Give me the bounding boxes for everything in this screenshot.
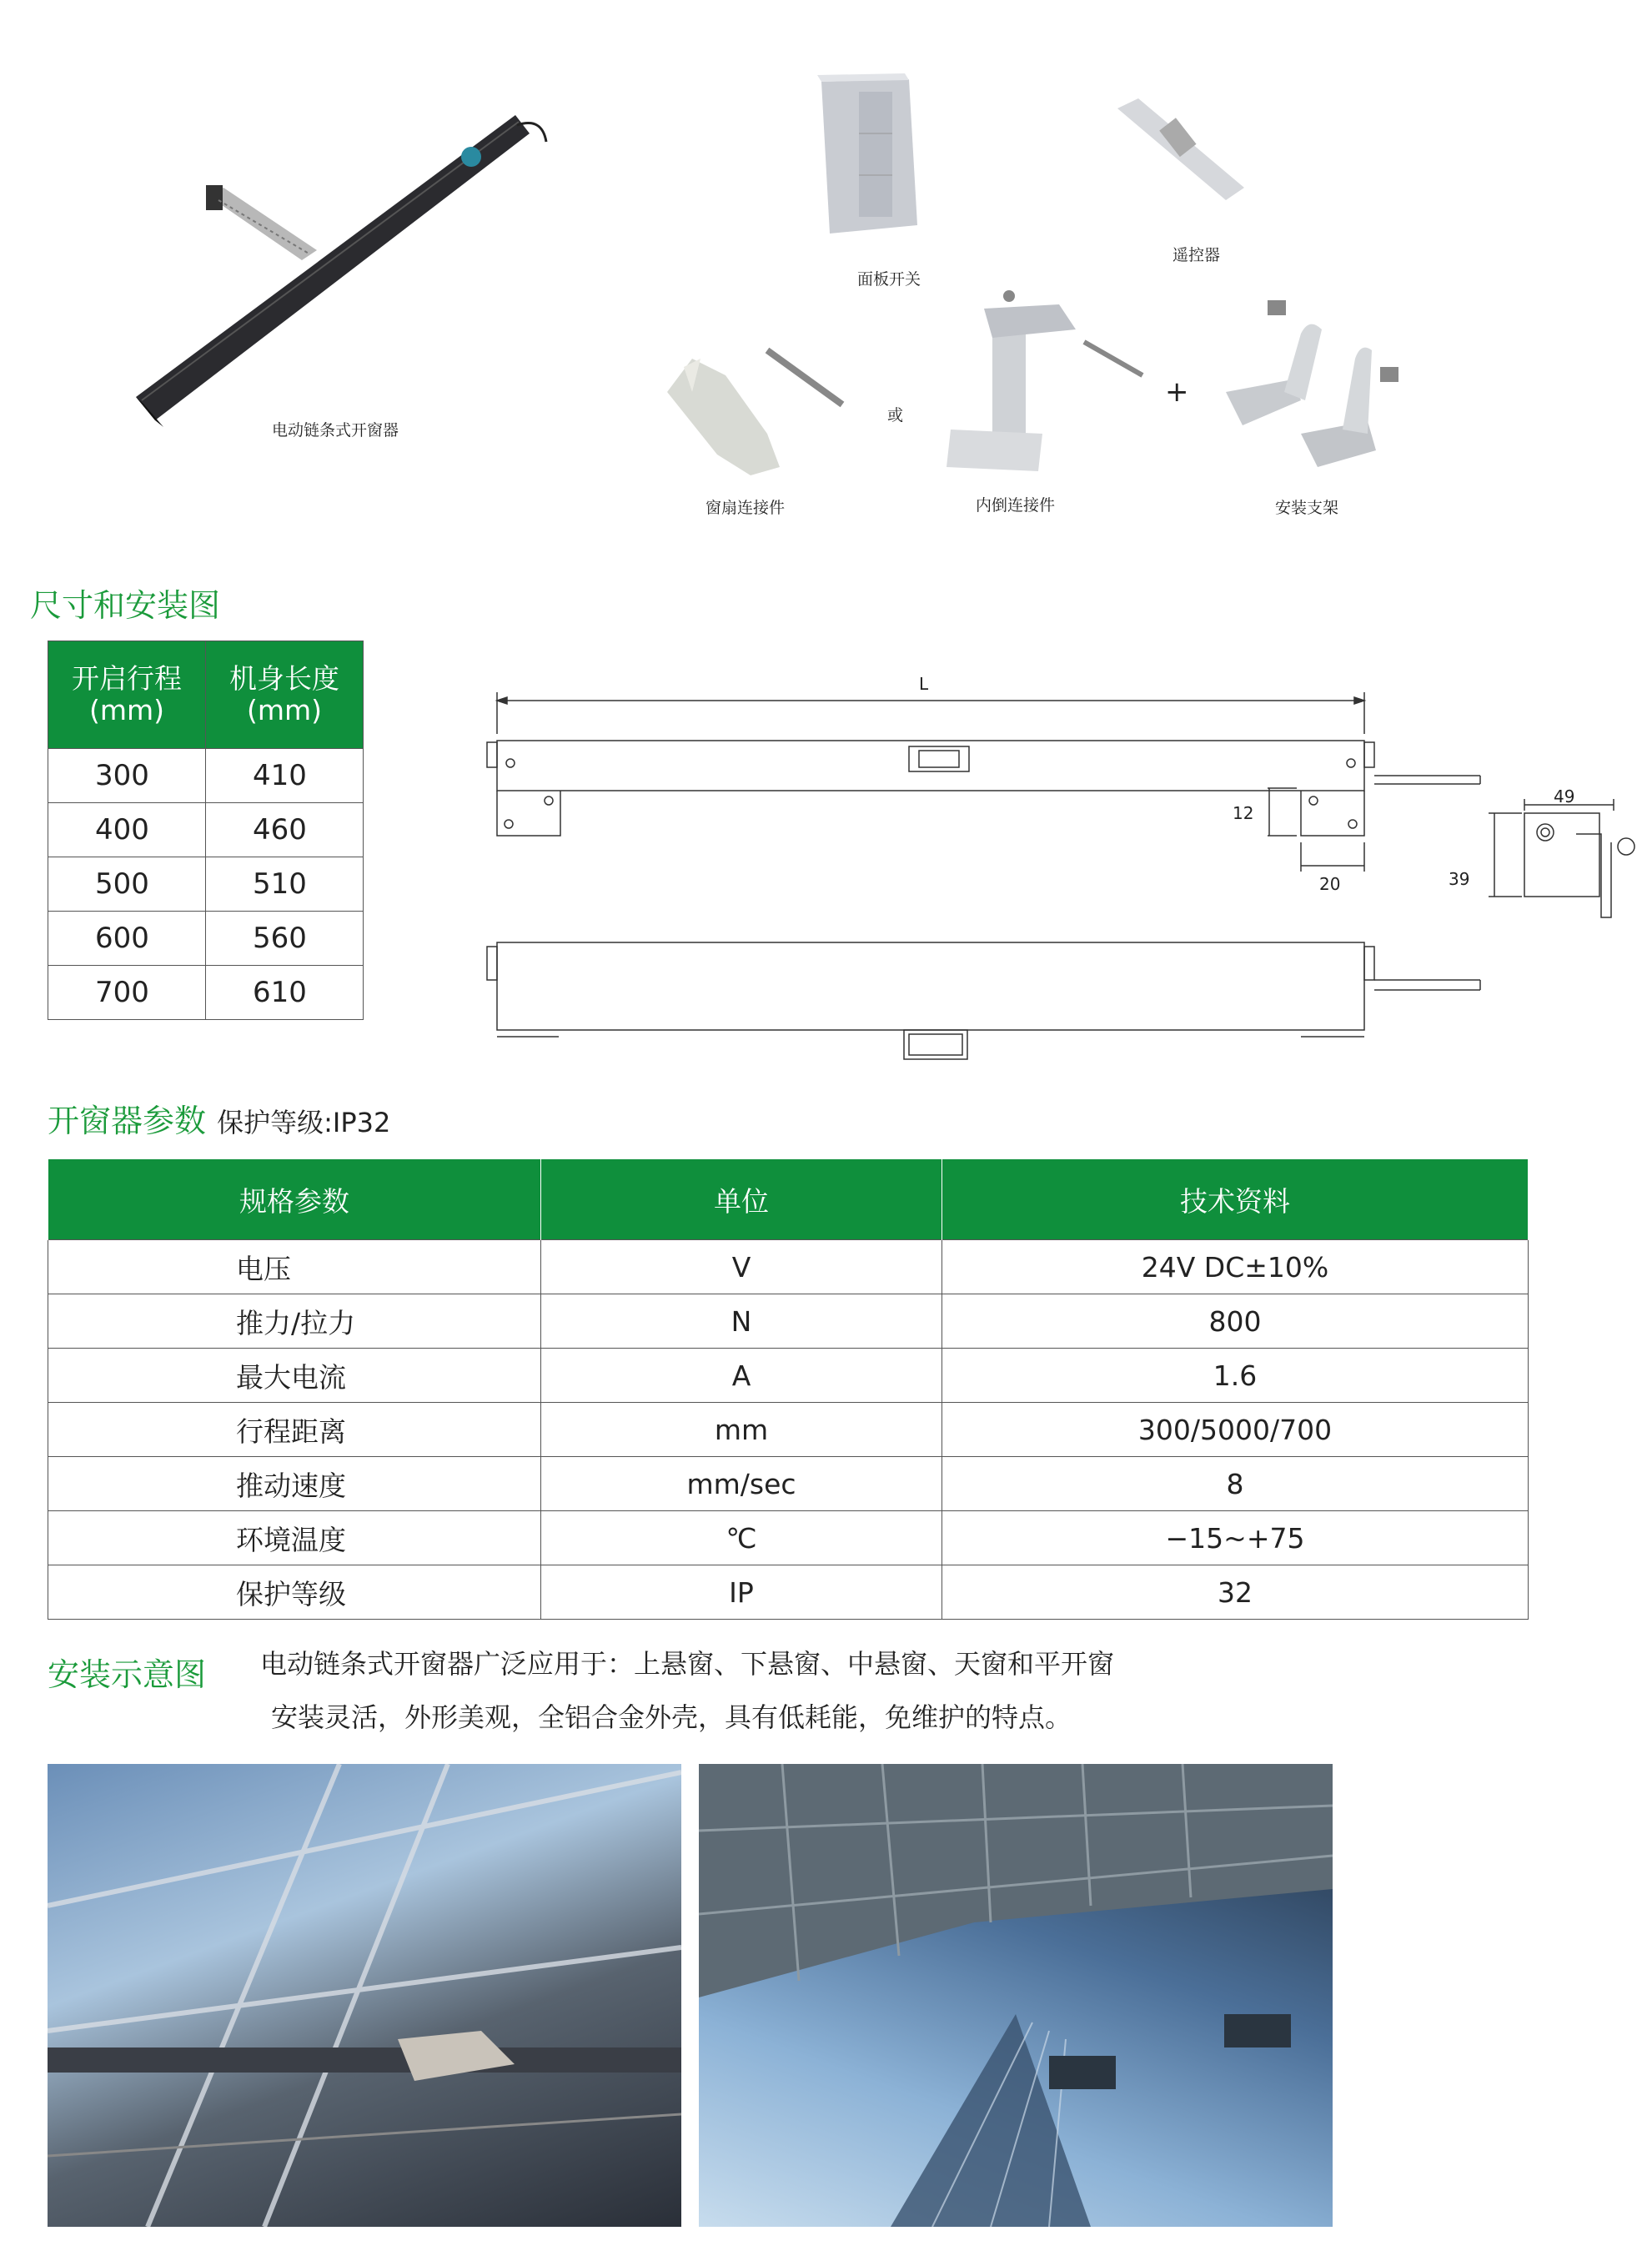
panel-switch-caption: 面板开关 bbox=[857, 270, 921, 289]
table-row: 行程距离 mm 300/5000/700 bbox=[48, 1403, 1529, 1457]
spec-table bbox=[48, 1159, 1529, 1620]
plus-sign: + bbox=[1165, 375, 1189, 409]
remote-caption: 遥控器 bbox=[1172, 246, 1221, 264]
table-row: 600 560 bbox=[48, 912, 364, 966]
table-row: 700 610 bbox=[48, 966, 364, 1020]
header-body-length: 机身长度 (mm) bbox=[206, 641, 364, 749]
dimensions-title: 尺寸和安装图 bbox=[30, 587, 221, 624]
bracket-caption: 安装支架 bbox=[1275, 499, 1339, 517]
table-row: 环境温度 ℃ −15~+75 bbox=[48, 1511, 1529, 1565]
chain-actuator-image bbox=[136, 115, 546, 427]
installation-photo-left bbox=[48, 1764, 681, 2227]
specs-title: 开窗器参数 bbox=[48, 1103, 207, 1139]
specs-heading bbox=[48, 1095, 390, 1141]
remote-image bbox=[1117, 98, 1244, 200]
table-row: 电压 V 24V DC±10% bbox=[48, 1240, 1529, 1294]
dim-12-label: 12 bbox=[1233, 803, 1254, 823]
table-row: 保护等级 IP 32 bbox=[48, 1565, 1529, 1620]
installation-photo-right bbox=[699, 1764, 1333, 2227]
specs-subtitle: 保护等级:IP32 bbox=[217, 1107, 391, 1138]
sash-connector-caption: 窗扇连接件 bbox=[705, 499, 786, 517]
install-desc-line2: 安装灵活，外形美观，全铝合金外壳，具有低耗能，免维护的特点。 bbox=[271, 1701, 1072, 1733]
table-row: 推力/拉力 N 800 bbox=[48, 1294, 1529, 1349]
install-title: 安装示意图 bbox=[48, 1656, 207, 1693]
header-stroke: 开启行程 (mm) bbox=[48, 641, 206, 749]
dim-20-label: 20 bbox=[1319, 874, 1341, 894]
table-row: 400 460 bbox=[48, 803, 364, 857]
inner-connector-caption: 内倒连接件 bbox=[976, 496, 1056, 515]
spec-table-header bbox=[48, 1159, 1529, 1240]
header-unit: 单位 bbox=[541, 1159, 942, 1240]
header-spec: 规格参数 bbox=[48, 1159, 541, 1240]
actuator-caption: 电动链条式开窗器 bbox=[272, 421, 399, 440]
technical-drawing bbox=[475, 667, 1651, 1068]
table-row: 300 410 bbox=[48, 749, 364, 803]
dim-39-label: 39 bbox=[1449, 869, 1470, 889]
or-label: 或 bbox=[887, 406, 904, 425]
header-tech-data: 技术资料 bbox=[942, 1159, 1529, 1240]
inner-connector-image bbox=[947, 290, 1142, 471]
dimension-table bbox=[48, 641, 364, 1020]
dim-49-label: 49 bbox=[1554, 786, 1575, 806]
panel-switch-image bbox=[817, 73, 917, 234]
table-row: 推动速度 mm/sec 8 bbox=[48, 1457, 1529, 1511]
product-illustrations bbox=[0, 0, 1652, 534]
dim-L-label: L bbox=[919, 674, 929, 694]
table-row: 500 510 bbox=[48, 857, 364, 912]
dimension-table-header bbox=[48, 641, 364, 749]
table-row: 最大电流 A 1.6 bbox=[48, 1349, 1529, 1403]
sash-connector-image bbox=[667, 350, 842, 475]
bracket-image bbox=[1226, 300, 1398, 467]
install-desc-line1: 电动链条式开窗器广泛应用于：上悬窗、下悬窗、中悬窗、天窗和平开窗 bbox=[260, 1648, 1115, 1680]
